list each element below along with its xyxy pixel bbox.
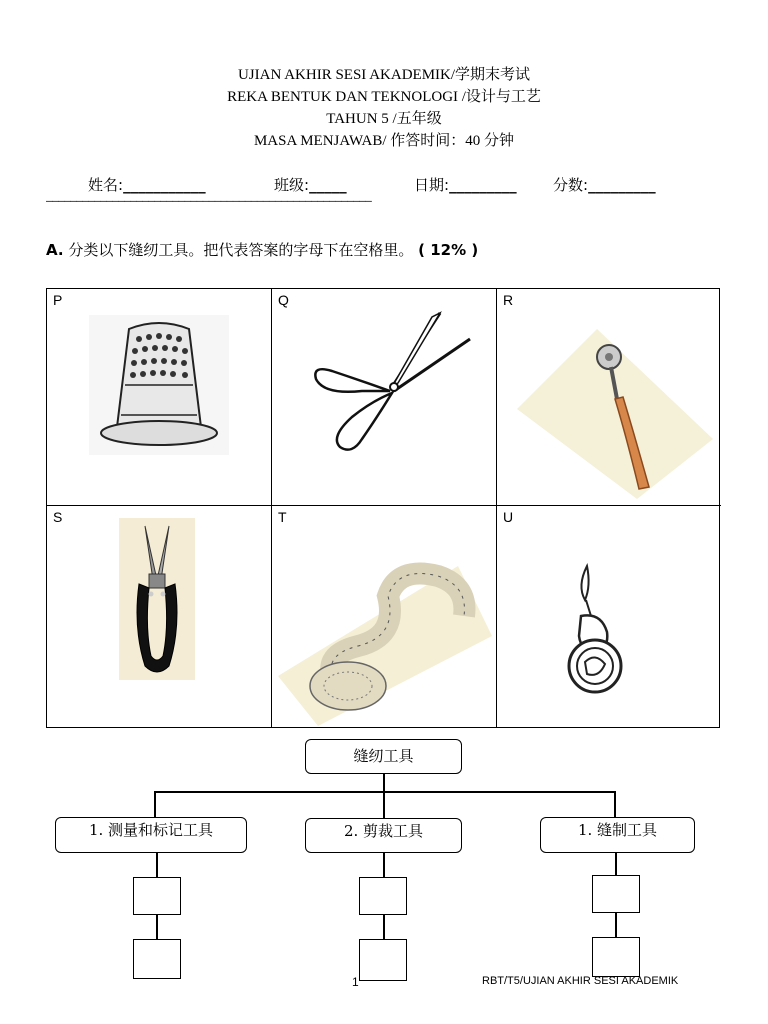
name-blank[interactable]: ___________ xyxy=(123,176,206,194)
section-label: A. xyxy=(46,241,64,259)
tree-connector xyxy=(383,791,385,818)
thread-snips-icon xyxy=(119,518,195,680)
tree-connector xyxy=(383,774,385,792)
tree-connector xyxy=(156,915,158,940)
score-label: 分数: xyxy=(553,176,589,194)
tool-cell-s xyxy=(47,506,272,727)
tool-letter-q: Q xyxy=(278,292,289,308)
tree-connector xyxy=(614,791,616,818)
footer-code: RBT/T5/UJIAN AKHIR SESI AKADEMIK xyxy=(482,975,679,987)
tool-cell-p xyxy=(47,289,272,506)
date-label: 日期: xyxy=(414,176,450,194)
answer-box[interactable] xyxy=(592,875,640,913)
tree-connector xyxy=(615,853,617,876)
needle-threader-icon xyxy=(547,556,657,706)
score-field[interactable] xyxy=(553,174,656,195)
dashed-divider: —————————————————————————————————————————————————————— xyxy=(46,194,372,207)
class-label: 班级: xyxy=(274,176,310,194)
thimble-icon xyxy=(89,315,229,455)
class-blank[interactable]: _____ xyxy=(309,176,347,194)
date-blank[interactable]: _________ xyxy=(449,176,517,194)
tree-connector xyxy=(156,853,158,878)
tool-cell-u xyxy=(497,506,721,727)
exam-header xyxy=(0,64,768,152)
time-allowed: MASA MENJAWAB/ 作答时间：40 分钟 xyxy=(253,133,515,149)
class-field[interactable] xyxy=(274,174,347,195)
marks-label: ( 12% ) xyxy=(418,241,479,259)
tool-letter-u: U xyxy=(503,509,514,525)
answer-box[interactable] xyxy=(359,939,407,981)
tree-connector xyxy=(154,791,156,818)
scissors-icon xyxy=(302,299,472,459)
tree-connector xyxy=(383,915,385,940)
tool-letter-p: P xyxy=(53,292,63,308)
answer-box[interactable] xyxy=(133,939,181,979)
section-a-instruction xyxy=(46,239,478,260)
tree-branch-sewing: 1. 缝制工具 xyxy=(540,817,695,853)
instruction-text: 分类以下缝纫工具。把代表答案的字母下在空格里。 xyxy=(68,241,414,259)
tool-cell-q xyxy=(272,289,497,506)
answer-box[interactable] xyxy=(359,877,407,915)
tree-root-sewing-tools: 缝纫工具 xyxy=(305,739,462,774)
tracing-wheel-icon xyxy=(517,319,713,499)
answer-box[interactable] xyxy=(133,877,181,915)
exam-title: UJIAN AKHIR SESI AKADEMIK/学期末考试 xyxy=(237,67,531,83)
answer-box[interactable] xyxy=(592,937,640,977)
tree-connector xyxy=(383,853,385,878)
tree-branch-cutting: 2. 剪裁工具 xyxy=(305,818,462,853)
tree-connector xyxy=(615,913,617,938)
name-field[interactable] xyxy=(88,174,206,195)
grade-title: TAHUN 5 /五年级 xyxy=(326,111,442,127)
subject-title: REKA BENTUK DAN TEKNOLOGI /设计与工艺 xyxy=(227,89,541,105)
student-info-row xyxy=(0,174,768,196)
tool-letter-s: S xyxy=(53,509,63,525)
tool-cell-t xyxy=(272,506,497,727)
tools-grid xyxy=(46,288,720,728)
date-field[interactable] xyxy=(414,174,517,195)
tool-letter-t: T xyxy=(278,509,287,525)
tree-branch-measuring: 1. 测量和标记工具 xyxy=(55,817,247,853)
measuring-tape-icon xyxy=(278,536,492,726)
tool-cell-r xyxy=(497,289,721,506)
score-blank[interactable]: _________ xyxy=(588,176,656,194)
name-label: 姓名: xyxy=(88,176,124,194)
tool-letter-r: R xyxy=(503,292,514,308)
page-number: 1 xyxy=(352,975,359,989)
